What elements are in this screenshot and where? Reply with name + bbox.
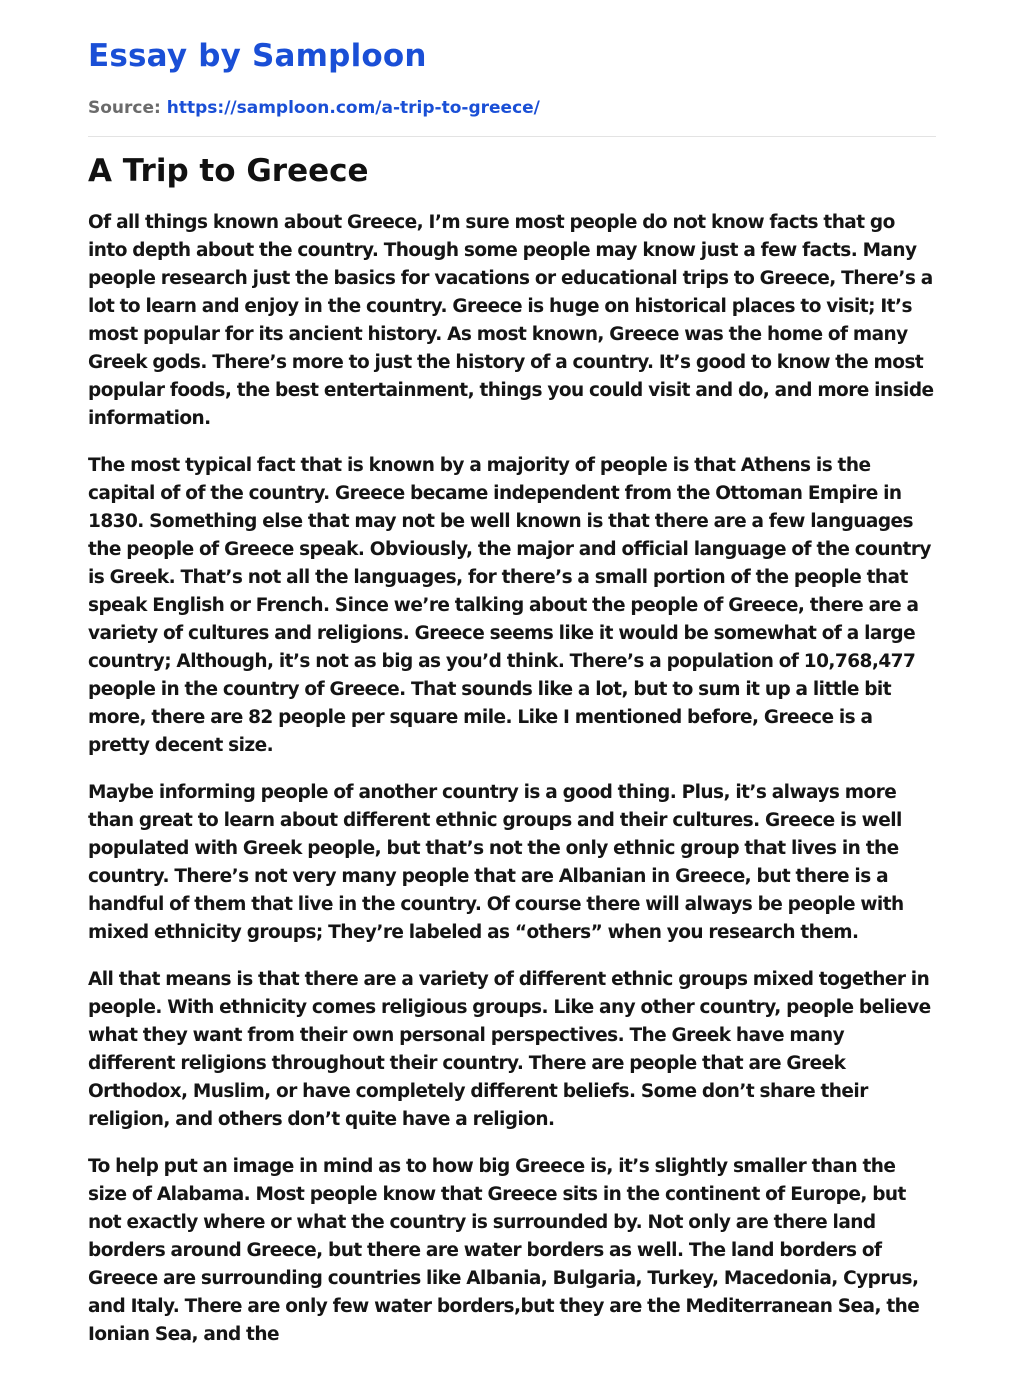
essay-page bbox=[88, 0, 936, 1368]
header-divider bbox=[88, 136, 936, 137]
essay-title: A Trip to Greece bbox=[88, 153, 369, 189]
source-link[interactable]: https://samploon.com/a-trip-to-greece/ bbox=[166, 98, 540, 118]
essay-paragraph-3: Maybe informing people of another country is a good thing. Plus, it’s always more than great to learn about different ethnic groups and their cultures. Greece is well populated with Greek people, but that’s not the only ethnic group that lives in the country. There’s not very many people that are Albanian in Greece, but there is a handful of them that live in the country. Of course there will always be people with mixed ethnicity groups; They’re labeled as “others” when you research them. bbox=[88, 782, 904, 943]
essay-body bbox=[88, 209, 936, 1349]
source-label: Source: bbox=[88, 98, 161, 118]
site-brand-title[interactable]: Essay by Samploon bbox=[88, 38, 427, 74]
essay-paragraph-2: The most typical fact that is known by a majority of people is that Athens is the capital of of the country. Greece became independent from the Ottoman Empire in 1830. Something else that may not be well known is that there are a few languages the people of Greece speak. Obviously, the major and official language of the country is Greek. That’s not all the languages, for there’s a small portion of the people that speak English or French. Since we’re talking about the people of Greece, there are a variety of cultures and religions. Greece seems like it would be somewhat of a large country; Although, it’s not as big as you’d think. There’s a population of 10,768,477 people in the country of Greece. That sounds like a lot, but to sum it up a little bit more, there are 82 people per square mile. Like I mentioned before, Greece is a pretty decent size. bbox=[88, 455, 931, 756]
source-line bbox=[88, 96, 936, 120]
essay-paragraph-1: Of all things known about Greece, I’m sure most people do not know facts that go into depth about the country. Though some people may know just a few facts. Many people research just the basics for vacations or educational trips to Greece, There’s a lot to learn and enjoy in the country. Greece is huge on historical places to visit; It’s most popular for its ancient history. As most known, Greece was the home of many Greek gods. There’s more to just the history of a country. It’s good to know the most popular foods, the best entertainment, things you could visit and do, and more inside information. bbox=[88, 212, 934, 429]
essay-paragraph-4: All that means is that there are a variety of different ethnic groups mixed together in people. With ethnicity comes religious groups. Like any other country, people believe what they want from their own personal perspectives. The Greek have many different religions throughout their country. There are people that are Greek Orthodox, Muslim, or have completely different beliefs. Some don’t share their religion, and others don’t quite have a religion. bbox=[88, 969, 931, 1130]
essay-paragraph-5: To help put an image in mind as to how big Greece is, it’s slightly smaller than the size of Alabama. Most people know that Greece sits in the continent of Europe, but not exactly where or what the country is surrounded by. Not only are there land borders around Greece, but there are water borders as well. The land borders of Greece are surrounding countries like Albania, Bulgaria, Turkey, Macedonia, Cyprus, and Italy. There are only few water borders,but they are the Mediterranean Sea, the Ionian Sea, and the bbox=[88, 1156, 920, 1345]
